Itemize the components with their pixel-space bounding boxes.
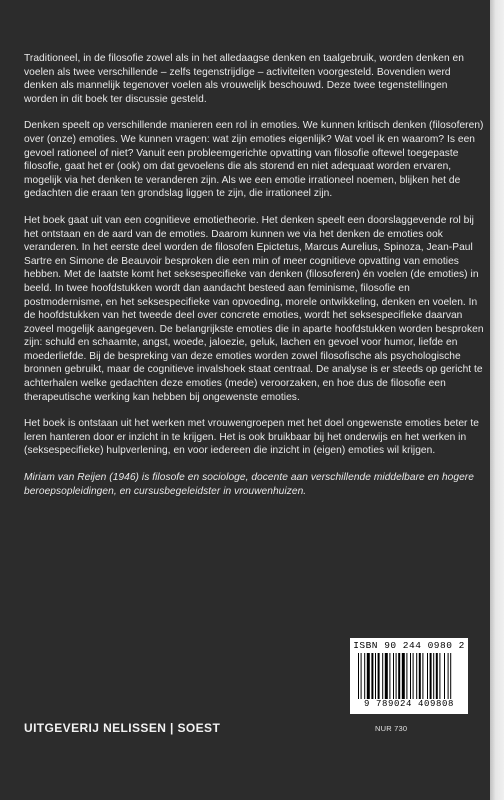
- isbn-label: ISBN 90 244 0980 2: [353, 640, 465, 651]
- barcode-box: [350, 638, 468, 714]
- paragraph-theory: Het boek gaat uit van een cognitieve emotietheorie. Het denken speelt een doorslaggevende rol bij het ontstaan en de aard van de emoties. Daarom kunnen we via het denken de emoties ook veranderen. In het eerste deel worden de filosofen Epictetus, Marcus Aurelius, Spinoza, Jean-Paul Sartre en Simone de Beauvoir besproken die een min of meer cognitieve opvatting van emoties hebben. Met de laatste komt het seksespecifieke van denken (filosoferen) én voelen (de emoties) in beeld. In twee hoofdstukken wordt dan aandacht besteed aan feminisme, filosofie en postmodernisme, en het seksespecifieke van opvoeding, morele ontwikkeling, denken en voelen. In de hoofdstukken van het tweede deel over concrete emoties, wordt het seksespecifieke daarvan zoveel mogelijk aangegeven. De belangrijkste emoties die in aparte hoofdstukken worden besproken zijn: schuld en schaamte, angst, woede, jaloezie, geluk, lachen en gevoel voor humor, liefde en moederliefde. Bij de bespreking van deze emoties worden zowel filosofische als psychologische bronnen gebruikt, maar de cognitieve invalshoek staat centraal. De analyse is er steeds op gericht te achterhalen welke gedachten deze emoties (mede) veroorzaken, en hoe dus de filosofie een therapeutische werking kan hebben bij ongewenste emoties.: [24, 214, 484, 403]
- paragraph-origin: Het boek is ontstaan uit het werken met vrouwengroepen met het doel ongewenste emoties beter te leren hanteren door er inzicht in te krijgen. Het is ook bruikbaar bij het onderwijs en het werken in (seksespecifieke) hulpverlening, en voor iedereen die inzicht in (eigen) emoties wil krijgen.: [24, 418, 479, 457]
- barcode-digits: 9 789024 409808: [363, 699, 454, 709]
- page-edge: [490, 0, 504, 800]
- publisher-name: UITGEVERIJ NELISSEN | SOEST: [24, 721, 221, 735]
- author-bio: Miriam van Reijen (1946) is filosofe en sociologe, docente aan verschillende middelbare en hogere beroepsopleidingen, en cursusbegeleidster in vrouwenhuizen.: [24, 472, 474, 497]
- blurb-text: [24, 52, 484, 511]
- barcode-icon: [358, 653, 460, 699]
- paragraph-intro: Traditioneel, in de filosofie zowel als in het alledaagse denken en taalgebruik, worden denken en voelen als twee verschillende – zelfs tegenstrijdige – activiteiten voorgesteld. Bovendien werd denken als mannelijk tegenover voelen als vrouwelijk beschouwd. Deze twee tegenstellingen worden in dit boek ter discussie gesteld.: [24, 53, 464, 105]
- nur-code: NUR 730: [375, 724, 408, 733]
- paragraph-thinking: Denken speelt op verschillende manieren een rol in emoties. We kunnen kritisch denken (filosoferen) over (onze) emoties. We kunnen vragen: wat zijn emoties eigenlijk? Wat voel ik en waarom? Is een gevoel rationeel of niet? Vanuit een probleemgerichte opvatting van filosofie oftewel toegepaste filosofie, gaat het er (ook) om dat gevoelens die als storend en niet adequaat worden ervaren, mogelijk via het denken te veranderen zijn. Als we een emotie irrationeel noemen, blijken het de gedachten die eraan ten grondslag liggen te zijn, die irrationeel zijn.: [24, 120, 484, 200]
